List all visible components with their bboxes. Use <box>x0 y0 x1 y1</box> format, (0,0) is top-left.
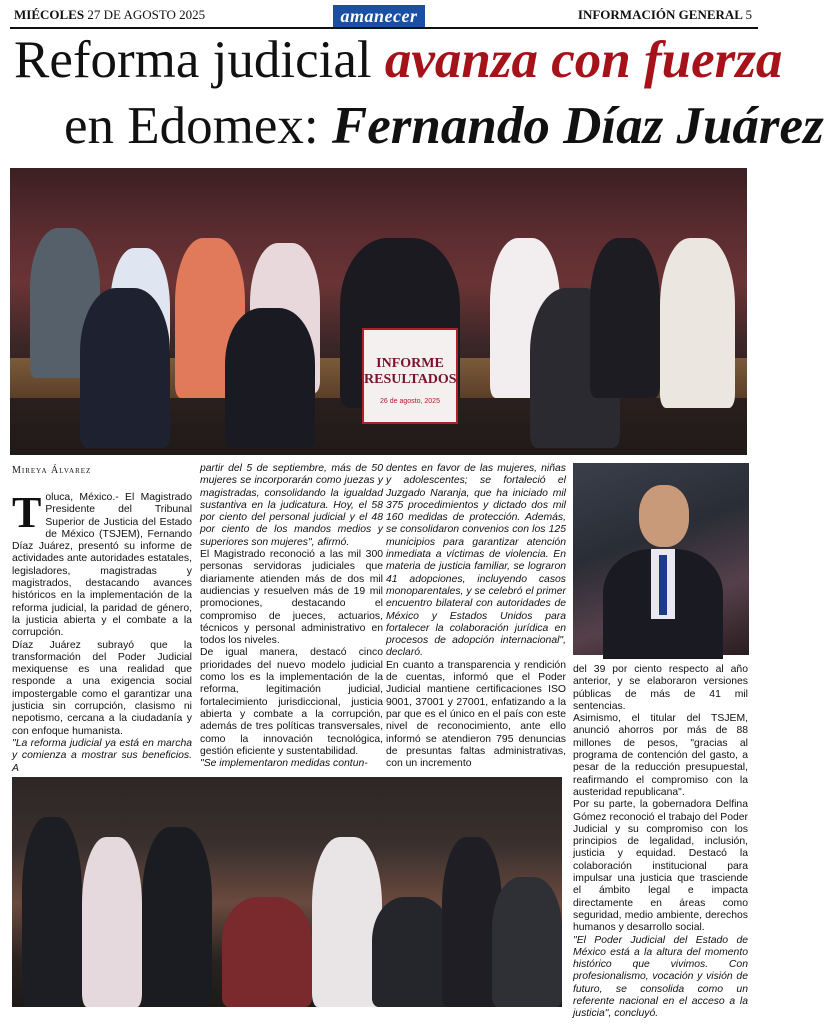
headline-accent: avanza con fuerza <box>384 31 783 89</box>
photo-tie <box>659 555 667 615</box>
photo-person <box>492 877 562 1007</box>
newspaper-logo: amanecer <box>333 5 425 27</box>
article-paragraph: Asimismo, el titular del TSJEM, anunció ahorros por más de 88 millones de pesos, "gracias al programa de contención del gasto, a pesar de la reducción presupuestal, reafirmando el compromiso con la austeridad republicana". <box>573 713 748 798</box>
article-column-1 <box>12 488 192 775</box>
photo-person <box>142 827 212 1007</box>
article-paragraph: "La reforma judicial ya está en marcha y comienza a mostrar sus beneficios. A <box>12 737 192 774</box>
edition-date-text: 27 DE AGOSTO 2025 <box>87 7 206 22</box>
header-rule <box>10 27 758 29</box>
page-number: 5 <box>745 7 752 22</box>
ceremony-photo <box>12 777 562 1007</box>
byline: Mireya Álvarez <box>12 465 92 476</box>
article-paragraph: En cuanto a transparencia y rendición de cuentas, informó que el Poder Judicial mantiene certificaciones ISO 9001, 37001 y 27001, enfatizando a la par que es el único en el país con este nivel de reconocimiento, ante ello informó se atendieron 795 denuncias de presuntas faltas administrativas, con un incremento <box>386 659 566 770</box>
article-paragraph: De igual manera, destacó cinco prioridades del nuevo modelo judicial como los es la implementación de la reforma, legitimación judicial, fortalecimiento jurisdiccional, justicia abierta y combate a la corrupción, además de tres políticas transversales, como la innovación tecnológica, gestión eficiente y sustentabilidad. <box>200 647 383 757</box>
headline-name: Fernando Díaz Juárez <box>331 97 824 155</box>
podium-date: 26 de agosto, 2025 <box>380 398 440 405</box>
podium-title-1: INFORME <box>376 356 444 371</box>
podium-title-2: RESULTADOS <box>364 372 457 387</box>
photo-person <box>222 897 312 1007</box>
article-column-2 <box>200 463 383 770</box>
article-paragraph: dentes en favor de las mujeres, niñas y adolescentes; se fortaleció el Juzgado Naranja, que ha iniciado mil 375 procedimientos y dictado dos mil 160 medidas de protección. Además, se consolidaron convenios con los 125 municipios para garantizar atención inmediata a víctimas de violencia. En materia de justicia familiar, se lograron 41 adopciones, incluyendo casos monoparentales, y se celebró el primer encuentro bilateral con autoridades de México y Estados Unidos para fortalecer la colaboración jurídica en procesos de adopción internacional", declaró. <box>386 463 566 659</box>
photo-person <box>590 238 660 398</box>
headline-plain-2: en Edomex: <box>64 97 332 155</box>
photo-person <box>225 308 315 448</box>
edition-day: MIÉCOLES <box>14 7 85 22</box>
article-paragraph: "Se implementaron medidas contun- <box>200 758 368 770</box>
article-column-3 <box>386 463 566 770</box>
headline-line-1 <box>14 31 783 89</box>
photo-face <box>639 485 689 547</box>
headline-plain-1: Reforma judicial <box>14 31 385 89</box>
headline-line-2 <box>64 97 824 155</box>
article-paragraph: El Magistrado reconoció a las mil 300 personas servidoras judiciales que diariamente atienden más de dos mil audiencias y resuelven más de 19 mil promociones, destacando el compromiso de jueces, actuarios, técnicos y personal administrativo en todos los niveles. <box>200 549 383 647</box>
photo-person <box>22 817 82 1007</box>
article-column-4 <box>573 664 748 1021</box>
article-paragraph: del 39 por ciento respecto al año anterior, y se elaboraron versiones públicas de más de 41 mil sentencias. <box>573 664 748 712</box>
article-paragraph: oluca, México.- El Magistrado Presidente del Tribunal Superior de Justicia del Estado de México (TSJEM), Fernando Díaz Juárez, presentó su informe de actividades ante autoridades estatales, legisladores, magistradas y magistrados, destacando avances históricos en la implementación de la reforma judicial, la paridad de género, la justicia abierta y el combate a la corrupción. <box>12 492 192 639</box>
podium-banner <box>362 328 458 424</box>
photo-person <box>660 238 735 408</box>
article-paragraph: "El Poder Judicial del Estado de México está a la altura del momento histórico que vivimos. Con profesionalismo, vocación y visión de futuro, se consolida como un referente nacional en el acceso a la justicia", concluyó. <box>573 934 748 1020</box>
section-label <box>578 7 752 23</box>
article-paragraph: Díaz Juárez subrayó que la transformación del Poder Judicial mexiquense es una realidad que responde a una exigencia social impostergable como el garantizar una justicia sin corrupción, clasismo ni nepotismo, cercana a la ciudadanía y con enfoque humanista. <box>12 639 192 737</box>
photo-person <box>82 837 142 1007</box>
section-name: INFORMACIÓN GENERAL <box>577 7 743 22</box>
article-paragraph: partir del 5 de septiembre, más de 50 mujeres se incorporarán como juezas y magistradas, consolidando la igualdad sustantiva en la judicatura. Hoy, el 58 por ciento del personal judicial y el 48 por ciento de los mandos medios y superiores son mujeres", afirmó. <box>200 463 383 548</box>
photo-person <box>372 897 452 1007</box>
speaker-photo <box>573 463 749 655</box>
main-photo <box>10 168 747 455</box>
photo-person <box>80 288 170 448</box>
edition-date <box>14 7 205 23</box>
drop-cap: T <box>12 488 42 537</box>
article-paragraph: Por su parte, la gobernadora Delfina Gómez reconoció el trabajo del Poder Judicial y su compromiso con los principios de legalidad, inclusión, justicia y equidad. Destacó la colaboración institucional para impulsar una justicia que trasciende el ámbito legal e impacta directamente en áreas como seguridad, medio ambiente, derechos humanos y desarrollo social. <box>573 799 748 934</box>
